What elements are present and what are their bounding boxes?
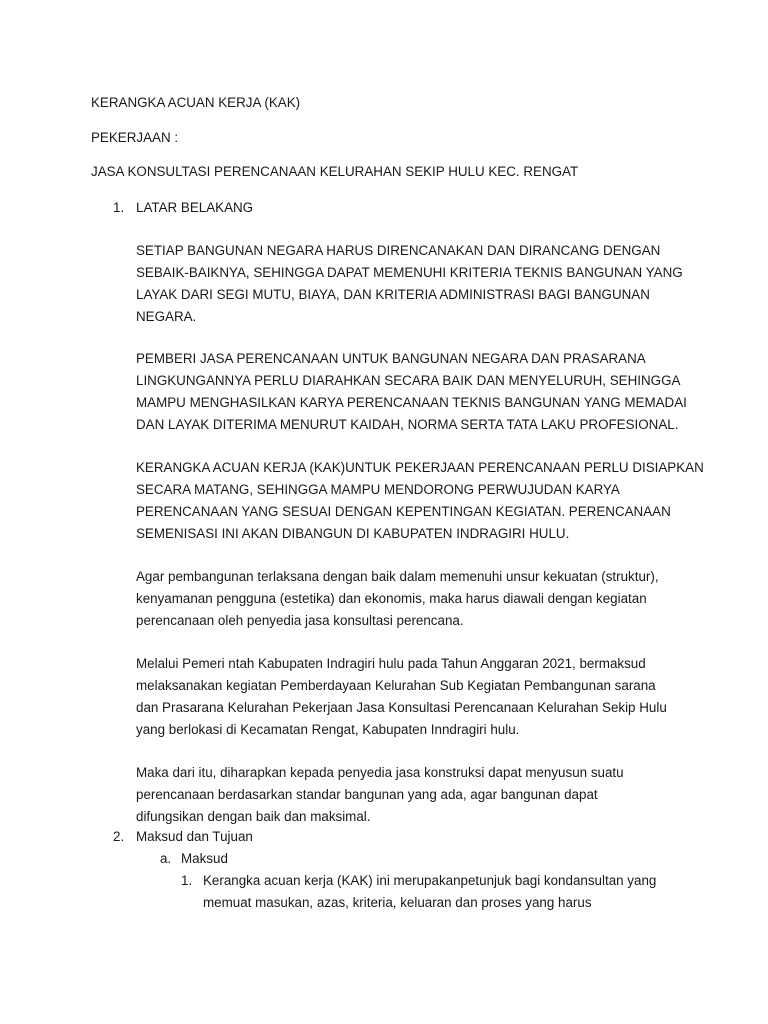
item-1-text [203, 870, 703, 914]
paragraph-line: melaksanakan kegiatan Pemberdayaan Kelurahan Sub Kegiatan Pembangunan sarana [136, 678, 656, 693]
paragraph-line: KERANGKA ACUAN KERJA (KAK)UNTUK PEKERJAAN PERENCANAAN PERLU DISIAPKAN [136, 460, 704, 475]
paragraph-line: Kerangka acuan kerja (KAK) ini merupakanpetunjuk bagi kondansultan yang [203, 873, 657, 888]
project-title: JASA KONSULTASI PERENCANAAN KELURAHAN SEKIP HULU KEC. RENGAT [91, 164, 579, 179]
document-title: KERANGKA ACUAN KERJA (KAK) [91, 95, 301, 110]
paragraph-1 [136, 240, 696, 328]
paragraph-line: LINGKUNGANNYA PERLU DIARAHKAN SECARA BAIK DAN MENYELURUH, SEHINGGA [136, 373, 681, 388]
paragraph-line: MAMPU MENGHASILKAN KARYA PERENCANAAN TEKNIS BANGUNAN YANG MEMADAI [136, 395, 687, 410]
paragraph-3 [136, 457, 704, 545]
paragraph-line: PEMBERI JASA PERENCANAAN UNTUK BANGUNAN NEGARA DAN PRASARANA [136, 351, 646, 366]
section-1-number: 1. [113, 200, 125, 215]
paragraph-line: yang berlokasi di Kecamatan Rengat, Kabupaten Inndragiri hulu. [136, 722, 520, 737]
paragraph-line: Melalui Pemeri ntah Kabupaten Indragiri hulu pada Tahun Anggaran 2021, bermaksud [136, 656, 646, 671]
paragraph-line: memuat masukan, azas, kriteria, keluaran dan proses yang harus [203, 895, 592, 910]
subsection-a-letter: a. [160, 851, 172, 866]
paragraph-line: perencanaan oleh penyedia jasa konsultasi perencana. [136, 613, 464, 628]
paragraph-line: SECARA MATANG, SEHINGGA MAMPU MENDORONG PERWUJUDAN KARYA [136, 482, 620, 497]
paragraph-line: dan Prasarana Kelurahan Pekerjaan Jasa Konsultasi Perencanaan Kelurahan Sekip Hulu [136, 700, 667, 715]
paragraph-line: Maka dari itu, diharapkan kepada penyedia jasa konstruksi dapat menyusun suatu [136, 765, 624, 780]
paragraph-line: SETIAP BANGUNAN NEGARA HARUS DIRENCANAKAN DAN DIRANCANG DENGAN [136, 243, 661, 258]
paragraph-line: DAN LAYAK DITERIMA MENURUT KAIDAH, NORMA SERTA TATA LAKU PROFESIONAL. [136, 417, 679, 432]
pekerjaan-label: PEKERJAAN : [91, 130, 179, 145]
paragraph-line: SEBAIK-BAIKNYA, SEHINGGA DAPAT MEMENUHI KRITERIA TEKNIS BANGUNAN YANG [136, 265, 683, 280]
paragraph-line: perencanaan berdasarkan standar bangunan yang ada, agar bangunan dapat [136, 787, 598, 802]
paragraph-4 [136, 566, 696, 632]
paragraph-line: SEMENISASI INI AKAN DIBANGUN DI KABUPATEN INDRAGIRI HULU. [136, 526, 570, 541]
paragraph-5 [136, 653, 696, 741]
paragraph-6 [136, 762, 696, 828]
paragraph-line: NEGARA. [136, 309, 197, 324]
paragraph-line: difungsikan dengan baik dan maksimal. [136, 809, 371, 824]
section-1-heading: LATAR BELAKANG [136, 200, 254, 215]
paragraph-line: LAYAK DARI SEGI MUTU, BIAYA, DAN KRITERIA ADMINISTRASI BAGI BANGUNAN [136, 287, 650, 302]
subsection-a-heading: Maksud [181, 851, 228, 866]
section-2-heading: Maksud dan Tujuan [136, 829, 253, 844]
item-1-number: 1. [181, 873, 193, 888]
paragraph-line: PERENCANAAN YANG SESUAI DENGAN KEPENTINGAN KEGIATAN. PERENCANAAN [136, 504, 671, 519]
section-2-number: 2. [113, 829, 125, 844]
paragraph-line: Agar pembangunan terlaksana dengan baik dalam memenuhi unsur kekuatan (struktur), [136, 569, 659, 584]
paragraph-line: kenyamanan pengguna (estetika) dan ekonomis, maka harus diawali dengan kegiatan [136, 591, 647, 606]
paragraph-2 [136, 348, 696, 436]
